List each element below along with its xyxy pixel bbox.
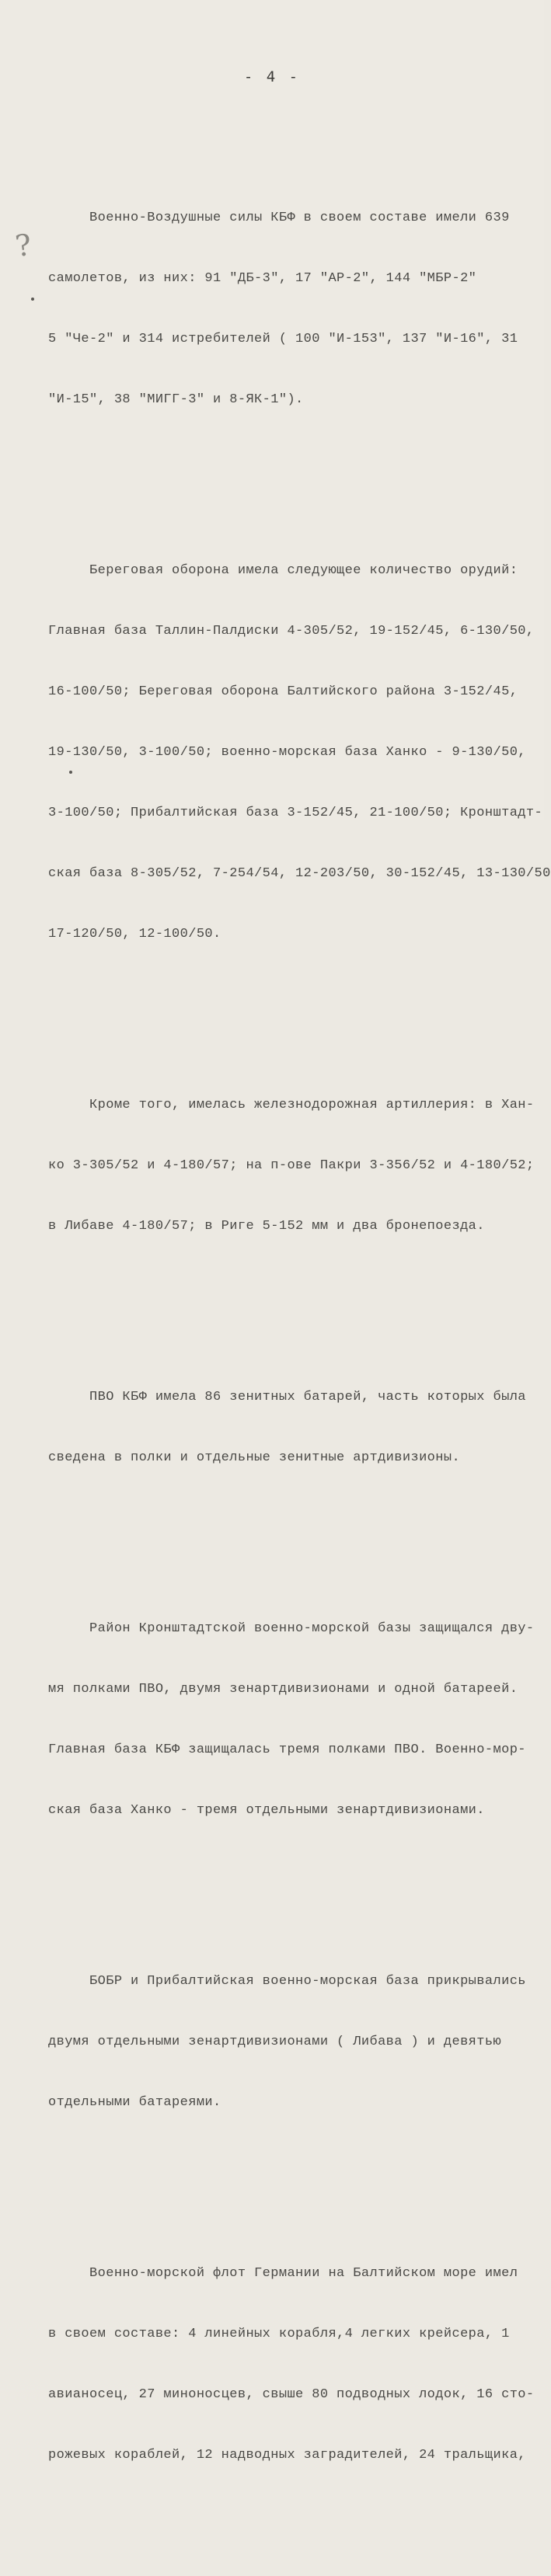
paragraph-air-force (48, 168, 542, 451)
text-line: "И-15", 38 "МИГГ-3" и 8-ЯК-1"). (48, 392, 304, 407)
text-line: 19-130/50, 3-100/50; военно-морская база Ханко - 9-130/50, (48, 745, 526, 760)
page-number: - 4 - (243, 68, 301, 85)
paragraph-german-navy (48, 2223, 542, 2506)
text-line: ская база Ханко - тремя отдельными зенартдивизионами. (48, 1803, 485, 1818)
text-line: ко 3-305/52 и 4-180/57; на п-ове Пакри 3-356/52 и 4-180/52; (48, 1158, 535, 1173)
text-line: 16-100/50; Береговая оборона Балтийского района 3-152/45, (48, 684, 518, 699)
text-line: самолетов, из них: 91 "ДБ-3", 17 "АР-2", 144 "МБР-2" (48, 271, 477, 286)
text-line: 17-120/50, 12-100/50. (48, 927, 221, 942)
text-line: Главная база Таллин-Палдиски 4-305/52, 19-152/45, 6-130/50, (48, 624, 535, 639)
text-line: 5 "Че-2" и 314 истребителей ( 100 "И-153", 137 "И-16", 31 (48, 332, 518, 346)
text-line: мя полками ПВО, двумя зенартдивизионами и одной батареей. (48, 1682, 518, 1697)
text-line: Военно-Воздушные силы КБФ в своем составе имели 639 (48, 211, 510, 225)
paragraph-coastal-defense (48, 520, 551, 985)
paragraph-railway-artillery (48, 1055, 542, 1277)
text-line: Кроме того, имелась железнодорожная артиллерия: в Хан- (48, 1098, 535, 1112)
text-line: Район Кронштадтской военно-морской базы защищался дву- (48, 1621, 535, 1636)
paragraph-air-defense (48, 1347, 542, 1509)
text-line: 3-100/50; Прибалтийская база 3-152/45, 21-100/50; Кронштадт- (48, 806, 543, 820)
paragraph-bobr (48, 1931, 542, 2153)
text-line: авианосец, 27 миноносцев, свыше 80 подводных лодок, 16 сто- (48, 2387, 535, 2402)
text-line: в своем составе: 4 линейных корабля,4 легких крейсера, 1 (48, 2327, 510, 2341)
text-line: Береговая оборона имела следующее количество орудий: (48, 563, 518, 578)
text-line: ПВО КБФ имела 86 зенитных батарей, часть которых была (48, 1390, 526, 1405)
ink-dot (31, 298, 34, 301)
text-line: Главная база КБФ защищалась тремя полками ПВО. Военно-мор- (48, 1742, 526, 1757)
margin-question-mark: ? (13, 227, 34, 264)
typewritten-text (48, 107, 551, 2576)
paragraph-kronstadt-defense (48, 1579, 542, 1861)
text-line: БОБР и Прибалтийская военно-морская база прикрывались (48, 1974, 526, 1989)
text-line: отдельными батареями. (48, 2095, 221, 2110)
text-line: ская база 8-305/52, 7-254/54, 12-203/50, 30-152/45, 13-130/50 (48, 866, 551, 881)
text-line: сведена в полки и отдельные зенитные артдивизионы. (48, 1450, 461, 1465)
text-line: рожевых кораблей, 12 надводных заградителей, 24 тральщика, (48, 2448, 526, 2463)
text-line: в Либаве 4-180/57; в Риге 5-152 мм и два бронепоезда. (48, 1219, 485, 1234)
text-line: Военно-морской флот Германии на Балтийском море имел (48, 2266, 518, 2281)
text-line: двумя отдельными зенартдивизионами ( Либава ) и девятью (48, 2035, 502, 2049)
